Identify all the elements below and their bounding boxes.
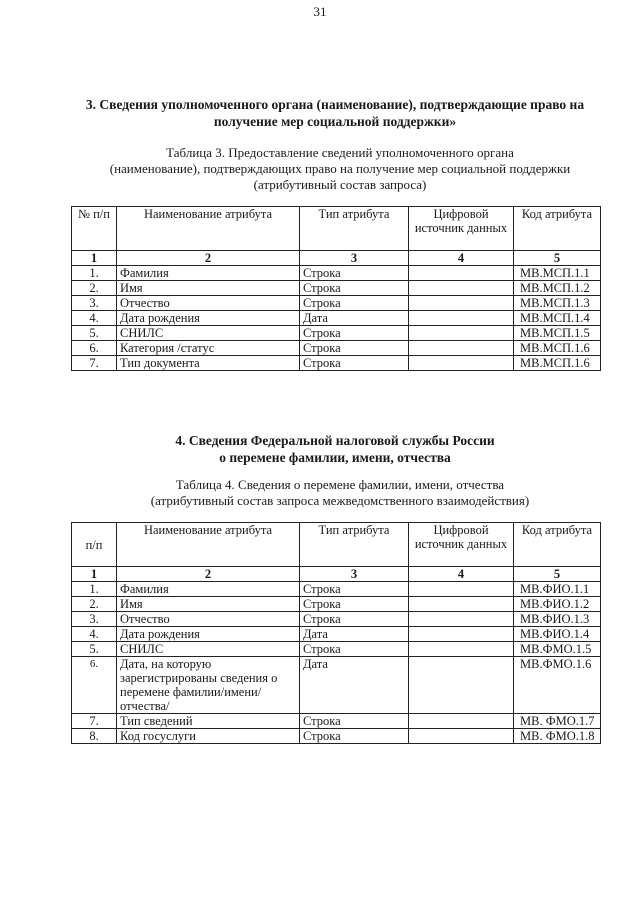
table-row	[72, 311, 601, 326]
header-name: Наименование атрибута	[117, 207, 300, 251]
table-3-caption-line-1: Таблица 3. Предоставление сведений уполномоченного органа	[166, 145, 514, 160]
row-source	[409, 657, 514, 714]
column-number: 5	[514, 251, 601, 266]
row-code: МВ.МСП.1.4	[514, 311, 601, 326]
table-3-caption	[90, 145, 590, 193]
row-type: Строка	[300, 281, 409, 296]
row-type: Строка	[300, 612, 409, 627]
table-3-header-row	[72, 207, 601, 251]
column-number: 3	[300, 251, 409, 266]
table-row	[72, 341, 601, 356]
column-number: 2	[117, 567, 300, 582]
row-source	[409, 729, 514, 744]
row-name: СНИЛС	[117, 642, 300, 657]
table-3	[71, 206, 601, 371]
section-3-heading	[70, 96, 600, 130]
table-row	[72, 266, 601, 281]
row-code: МВ.ФИО.1.4	[514, 627, 601, 642]
table-4-caption	[90, 477, 590, 509]
section-4-heading-line-2: о перемене фамилии, имени, отчества	[219, 450, 451, 465]
row-type: Строка	[300, 326, 409, 341]
row-num: 6.	[72, 341, 117, 356]
row-source	[409, 356, 514, 371]
row-code: МВ.МСП.1.5	[514, 326, 601, 341]
row-code: МВ. ФМО.1.7	[514, 714, 601, 729]
row-code: МВ.ФИО.1.2	[514, 597, 601, 612]
table-row	[72, 729, 601, 744]
row-type: Строка	[300, 642, 409, 657]
row-code: МВ.МСП.1.2	[514, 281, 601, 296]
row-name: Дата, на которую зарегистрированы сведения о перемене фамилии/имени/ отчества/	[117, 657, 300, 714]
table-3-caption-line-2: (наименование), подтверждающих право на получение мер социальной поддержки	[109, 161, 571, 176]
page-number: 31	[313, 4, 327, 19]
column-number: 1	[72, 567, 117, 582]
row-code: МВ. ФМО.1.8	[514, 729, 601, 744]
row-num: 4.	[72, 627, 117, 642]
table-row	[72, 296, 601, 311]
row-code: МВ.МСП.1.6	[514, 341, 601, 356]
row-type: Дата	[300, 657, 409, 714]
column-number: 3	[300, 567, 409, 582]
row-name: Имя	[117, 281, 300, 296]
row-code: МВ.ФИО.1.3	[514, 612, 601, 627]
row-num: 7.	[72, 356, 117, 371]
row-num: 7.	[72, 714, 117, 729]
row-source	[409, 597, 514, 612]
row-source	[409, 714, 514, 729]
row-code: МВ.ФИО.1.1	[514, 582, 601, 597]
header-source: Цифровой источник данных	[409, 207, 514, 251]
row-code: МВ.МСП.1.6	[514, 356, 601, 371]
row-num: 6.	[72, 657, 117, 714]
table-4-header-row	[72, 523, 601, 567]
row-name: Отчество	[117, 296, 300, 311]
table-3-column-numbers	[72, 251, 601, 266]
row-num: 3.	[72, 612, 117, 627]
row-code: МВ.МСП.1.1	[514, 266, 601, 281]
column-number: 4	[409, 251, 514, 266]
column-number: 1	[72, 251, 117, 266]
row-name: Категория /статус	[117, 341, 300, 356]
section-4-heading-line-1: 4. Сведения Федеральной налоговой службы России	[175, 433, 495, 448]
section-3-heading-line-1: 3. Сведения уполномоченного органа (наименование), подтверждающие право на	[85, 97, 585, 112]
row-type: Дата	[300, 311, 409, 326]
row-num: 2.	[72, 597, 117, 612]
row-type: Строка	[300, 341, 409, 356]
row-name: Тип сведений	[117, 714, 300, 729]
header-code: Код атрибута	[514, 523, 601, 567]
row-type: Строка	[300, 714, 409, 729]
header-type: Тип атрибута	[300, 207, 409, 251]
row-name: Фамилия	[117, 582, 300, 597]
header-type: Тип атрибута	[300, 523, 409, 567]
row-type: Строка	[300, 729, 409, 744]
row-num: 5.	[72, 642, 117, 657]
row-type: Строка	[300, 582, 409, 597]
table-row	[72, 612, 601, 627]
section-3-heading-line-2: получение мер социальной поддержки»	[213, 114, 457, 129]
row-name: СНИЛС	[117, 326, 300, 341]
row-num: 3.	[72, 296, 117, 311]
row-name: Фамилия	[117, 266, 300, 281]
table-4-column-numbers	[72, 567, 601, 582]
row-source	[409, 266, 514, 281]
row-name: Отчество	[117, 612, 300, 627]
table-row	[72, 582, 601, 597]
table-row	[72, 356, 601, 371]
header-source: Цифровой источник данных	[409, 523, 514, 567]
row-code: МВ.ФМО.1.5	[514, 642, 601, 657]
table-3-caption-line-3: (атрибутивный состав запроса)	[253, 177, 427, 192]
table-row	[72, 657, 601, 714]
row-type: Дата	[300, 627, 409, 642]
table-row	[72, 627, 601, 642]
row-num: 2.	[72, 281, 117, 296]
table-row	[72, 642, 601, 657]
row-num: 5.	[72, 326, 117, 341]
column-number: 5	[514, 567, 601, 582]
header-num: п/п	[72, 523, 117, 567]
row-code: МВ.МСП.1.3	[514, 296, 601, 311]
row-name: Дата рождения	[117, 627, 300, 642]
table-row	[72, 281, 601, 296]
row-type: Строка	[300, 296, 409, 311]
row-num: 8.	[72, 729, 117, 744]
row-type: Строка	[300, 597, 409, 612]
row-type: Строка	[300, 356, 409, 371]
header-num: № п/п	[72, 207, 117, 251]
row-source	[409, 627, 514, 642]
column-number: 4	[409, 567, 514, 582]
table-4-caption-line-1: Таблица 4. Сведения о перемене фамилии, имени, отчества	[175, 477, 505, 492]
row-num: 4.	[72, 311, 117, 326]
table-4-caption-line-2: (атрибутивный состав запроса межведомственного взаимодействия)	[150, 493, 530, 508]
row-code: МВ.ФМО.1.6	[514, 657, 601, 714]
table-row	[72, 326, 601, 341]
header-name: Наименование атрибута	[117, 523, 300, 567]
column-number: 2	[117, 251, 300, 266]
row-num: 1.	[72, 582, 117, 597]
table-row	[72, 597, 601, 612]
row-source	[409, 642, 514, 657]
header-code: Код атрибута	[514, 207, 601, 251]
table-row	[72, 714, 601, 729]
row-source	[409, 582, 514, 597]
row-num: 1.	[72, 266, 117, 281]
row-name: Дата рождения	[117, 311, 300, 326]
row-source	[409, 612, 514, 627]
table-4	[71, 522, 601, 744]
row-name: Имя	[117, 597, 300, 612]
row-source	[409, 311, 514, 326]
row-name: Код госуслуги	[117, 729, 300, 744]
row-source	[409, 281, 514, 296]
row-type: Строка	[300, 266, 409, 281]
row-source	[409, 296, 514, 311]
row-source	[409, 326, 514, 341]
row-source	[409, 341, 514, 356]
row-name: Тип документа	[117, 356, 300, 371]
section-4-heading	[70, 432, 600, 466]
